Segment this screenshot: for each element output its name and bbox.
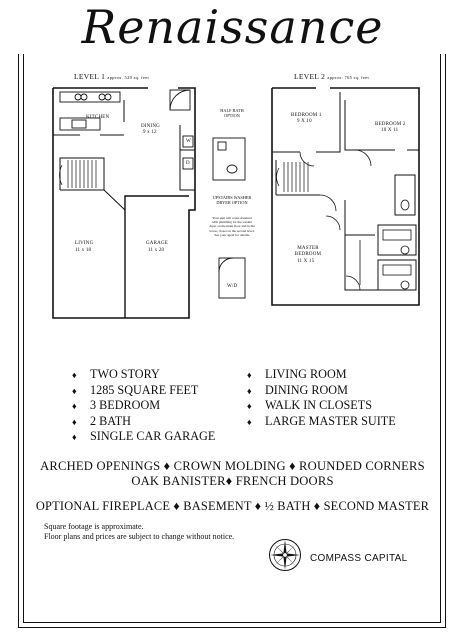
living-size: 11 x 18 xyxy=(75,248,92,253)
features-left-list xyxy=(72,367,215,445)
feature-bullet: ♦ xyxy=(72,401,77,412)
brand-name: COMPASS CAPITAL xyxy=(310,553,408,564)
title-text: Renaissance xyxy=(72,0,394,54)
kitchen-label: KITCHEN xyxy=(86,115,110,120)
level1-heading xyxy=(74,72,149,81)
dining-label: DINING xyxy=(141,124,160,129)
half-bath-option-label: HALF BATH OPTION xyxy=(220,108,244,118)
level2-area: approx. 765 sq. feet xyxy=(327,75,370,80)
feature-item xyxy=(247,414,396,430)
master-bedroom-label: MASTER BEDROOM xyxy=(294,246,322,257)
feature-bullet: ♦ xyxy=(72,370,77,380)
feature-bullet: ♦ xyxy=(247,370,252,380)
garage-label: GARAGE xyxy=(146,241,169,246)
disclaimer-note-1: Square footage is approximate. xyxy=(44,522,144,531)
dryer-label: D xyxy=(186,161,190,166)
feature-text: 3 BEDROOM xyxy=(90,398,161,413)
master-bedroom-size: 11 X 15 xyxy=(297,259,315,264)
feature-bullet: ♦ xyxy=(247,416,252,427)
feature-item xyxy=(72,398,215,414)
feature-bullet: ♦ xyxy=(247,401,252,412)
feature-line-3: OPTIONAL FIREPLACE ♦ BASEMENT ♦ ½ BATH ♦ SECOND MASTER xyxy=(35,499,430,513)
feature-bullet: ♦ xyxy=(72,432,77,443)
feature-item xyxy=(247,398,396,414)
level2-heading-text: LEVEL 2 xyxy=(294,72,326,81)
wd-option-label: W/D xyxy=(227,284,238,289)
feature-item xyxy=(247,367,396,383)
feature-bullet: ♦ xyxy=(72,416,77,427)
garage-size: 11 x 20 xyxy=(148,248,165,253)
disclaimer-note-2: Floor plans and prices are subject to change without notice. xyxy=(44,532,235,541)
living-label: LIVING xyxy=(75,241,94,246)
feature-text: 2 BATH xyxy=(90,413,131,428)
feature-text: LIVING ROOM xyxy=(265,367,347,381)
feature-line-1: ARCHED OPENINGS ♦ CROWN MOLDING ♦ ROUNDED CORNERS xyxy=(40,459,425,473)
features-right-list xyxy=(247,367,396,429)
feature-item xyxy=(72,367,215,383)
feature-text: TWO STORY xyxy=(90,367,160,381)
feature-text: WALK IN CLOSETS xyxy=(265,398,372,413)
level2-heading xyxy=(294,72,369,81)
feature-text: LARGE MASTER SUITE xyxy=(265,413,396,428)
bedroom1-size: 9 X 10 xyxy=(297,119,312,124)
feature-text: 1285 SQUARE FEET xyxy=(90,382,199,397)
feature-text: SINGLE CAR GARAGE xyxy=(90,429,216,444)
feature-item xyxy=(247,383,396,399)
feature-bullet: ♦ xyxy=(72,385,77,396)
feature-line-2: OAK BANISTER♦ FRENCH DOORS xyxy=(131,474,334,488)
upstairs-washer-note: Your unit will come standard with plumbing for the washer dryer on the main floor and in the lower, closet on the second level. See your agent for details. xyxy=(209,216,255,237)
level1-area: approx. 520 sq. feet xyxy=(107,75,150,80)
level1-heading-text: LEVEL 1 xyxy=(74,72,106,81)
dining-size: 9 x 12 xyxy=(143,130,157,135)
bedroom2-label: BEDROOM 2 xyxy=(375,122,406,127)
compass-logo-icon xyxy=(268,538,302,572)
feature-item xyxy=(72,429,215,445)
level1-outer-wall xyxy=(53,88,195,318)
upstairs-washer-option-label: UPSTAIRS WASHER DRYER OPTION xyxy=(212,195,252,205)
bedroom1-label: BEDROOM 1 xyxy=(291,113,322,118)
washer-label: W xyxy=(186,139,191,144)
feature-text: DINING ROOM xyxy=(265,382,348,397)
feature-item xyxy=(72,383,215,399)
feature-item xyxy=(72,414,215,430)
bedroom2-size: 10 X 11 xyxy=(381,128,399,133)
feature-bullet: ♦ xyxy=(247,385,252,396)
